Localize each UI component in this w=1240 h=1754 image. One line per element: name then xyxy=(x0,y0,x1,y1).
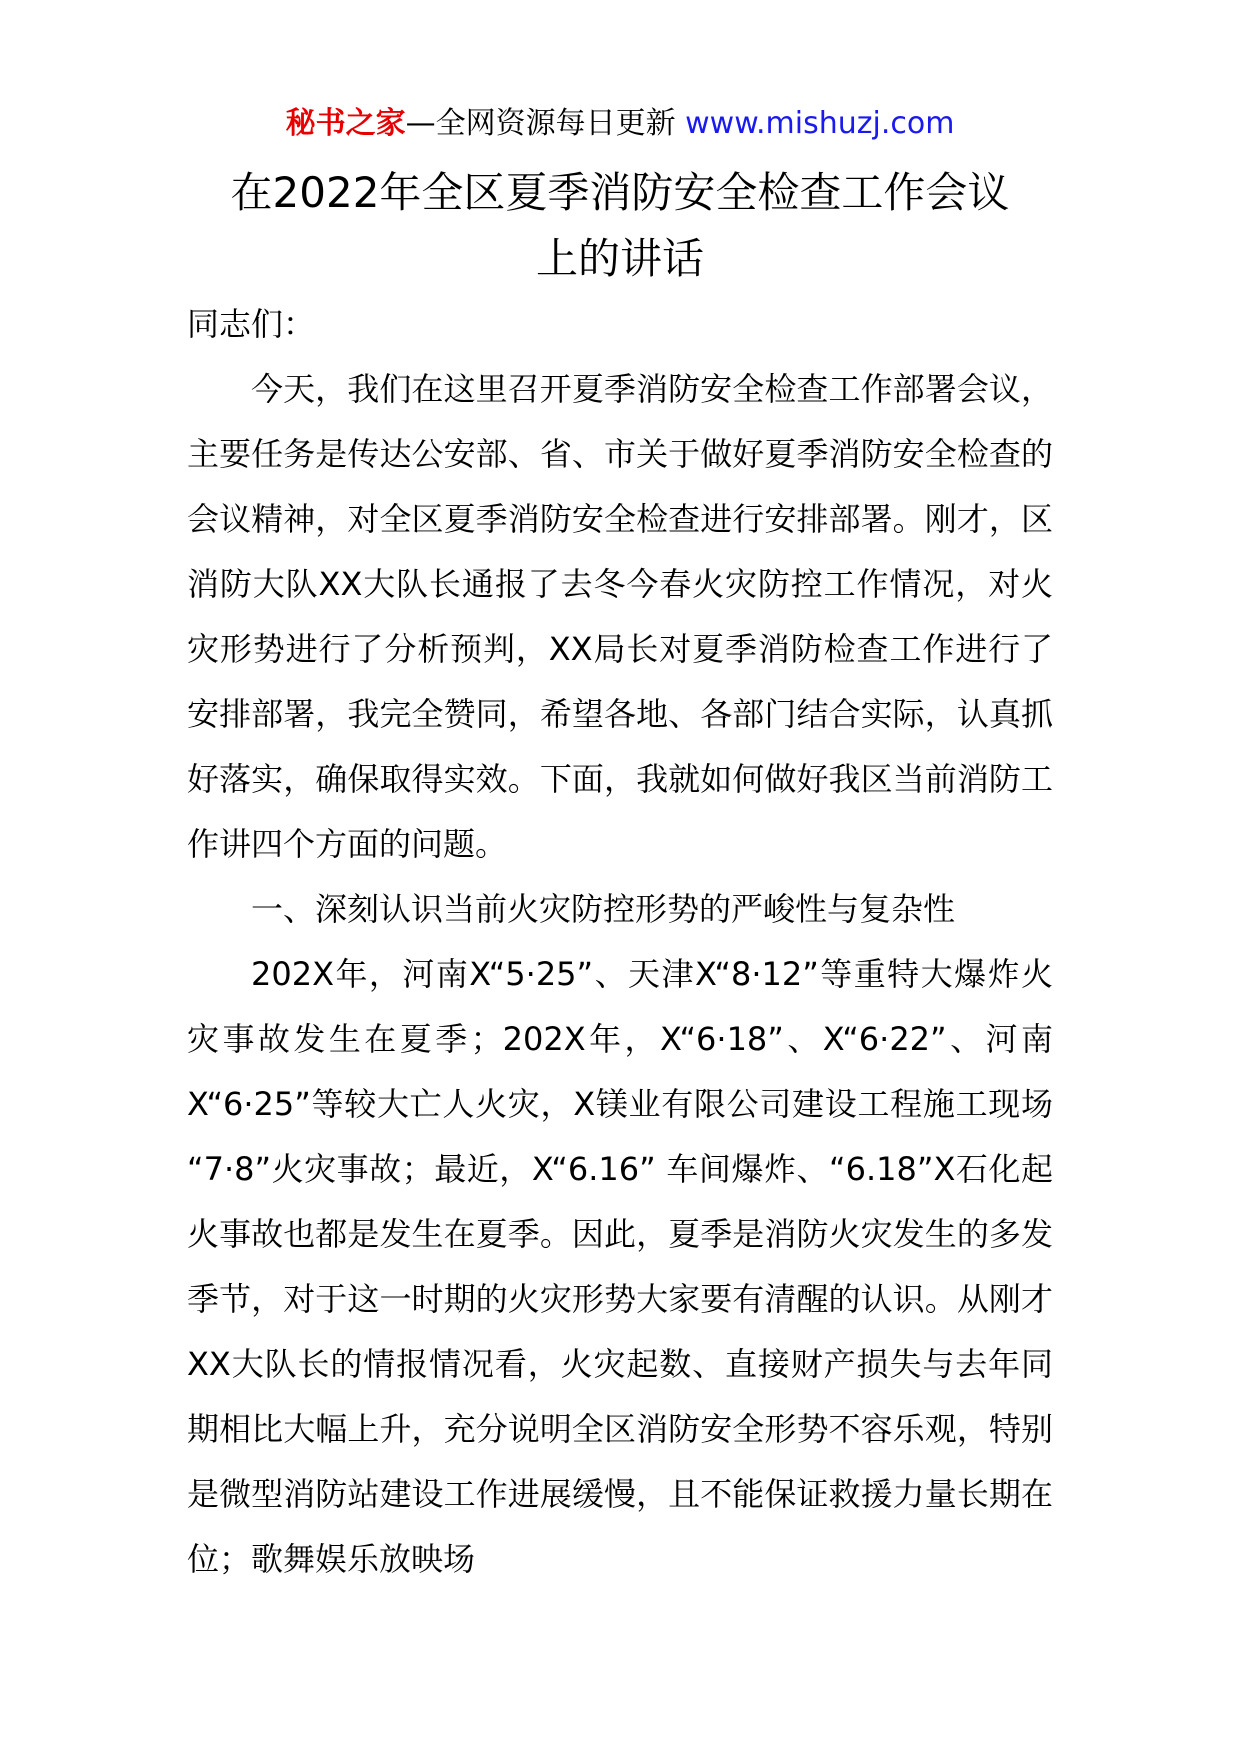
title-line-1: 在2022年全区夏季消防安全检查工作会议 xyxy=(230,168,1010,217)
title-line-2: 上的讲话 xyxy=(535,234,704,283)
paragraph-fire-situation: 202X年，河南X“5·25”、天津X“8·12”等重特大爆炸火灾事故发生在夏季；202X年，X“6·18”、X“6·22”、河南X“6·25”等较大亡人火灾，X镁业有限公司建设工程施工现场 “7·8”火灾事故；最近，X“6.16” 车间爆炸、“6.18”X石化起火事故也都是发生在夏季。因此，夏季是消防火灾发生的多发季节，对于这一时期的火灾形势大家要有清醒的认识。从刚才XX大队长的情报情况看，火灾起数、直接财产损失与去年同期相比大幅上升，充分说明全区消防安全形势不容乐观，特别是微型消防站建设工作进展缓慢，且不能保证救援力量长期在位；歌舞娱乐放映场 xyxy=(187,955,1053,1578)
paragraph-intro: 今天，我们在这里召开夏季消防安全检查工作部署会议，主要任务是传达公安部、省、市关于做好夏季消防安全检查的会议精神，对全区夏季消防安全检查进行安排部署。刚才，区消防大队XX大队长通报了去冬今春火灾防控工作情况，对火灾形势进行了分析预判，XX局长对夏季消防检查工作进行了安排部署，我完全赞同，希望各地、各部门结合实际，认真抓好落实，确保取得实效。下面，我就如何做好我区当前消防工作讲四个方面的问题。 xyxy=(187,370,1053,863)
site-header xyxy=(0,100,1240,148)
section-heading-1: 一、深刻认识当前火灾防控形势的严峻性与复杂性 xyxy=(251,890,956,928)
salutation: 同志们： xyxy=(187,305,316,343)
document-body xyxy=(187,292,1053,1592)
site-slogan: —全网资源每日更新 xyxy=(405,106,676,141)
site-url-link[interactable]: www.mishuzj.com xyxy=(685,106,955,141)
document-title xyxy=(150,160,1090,292)
site-brand: 秘书之家 xyxy=(285,106,406,141)
